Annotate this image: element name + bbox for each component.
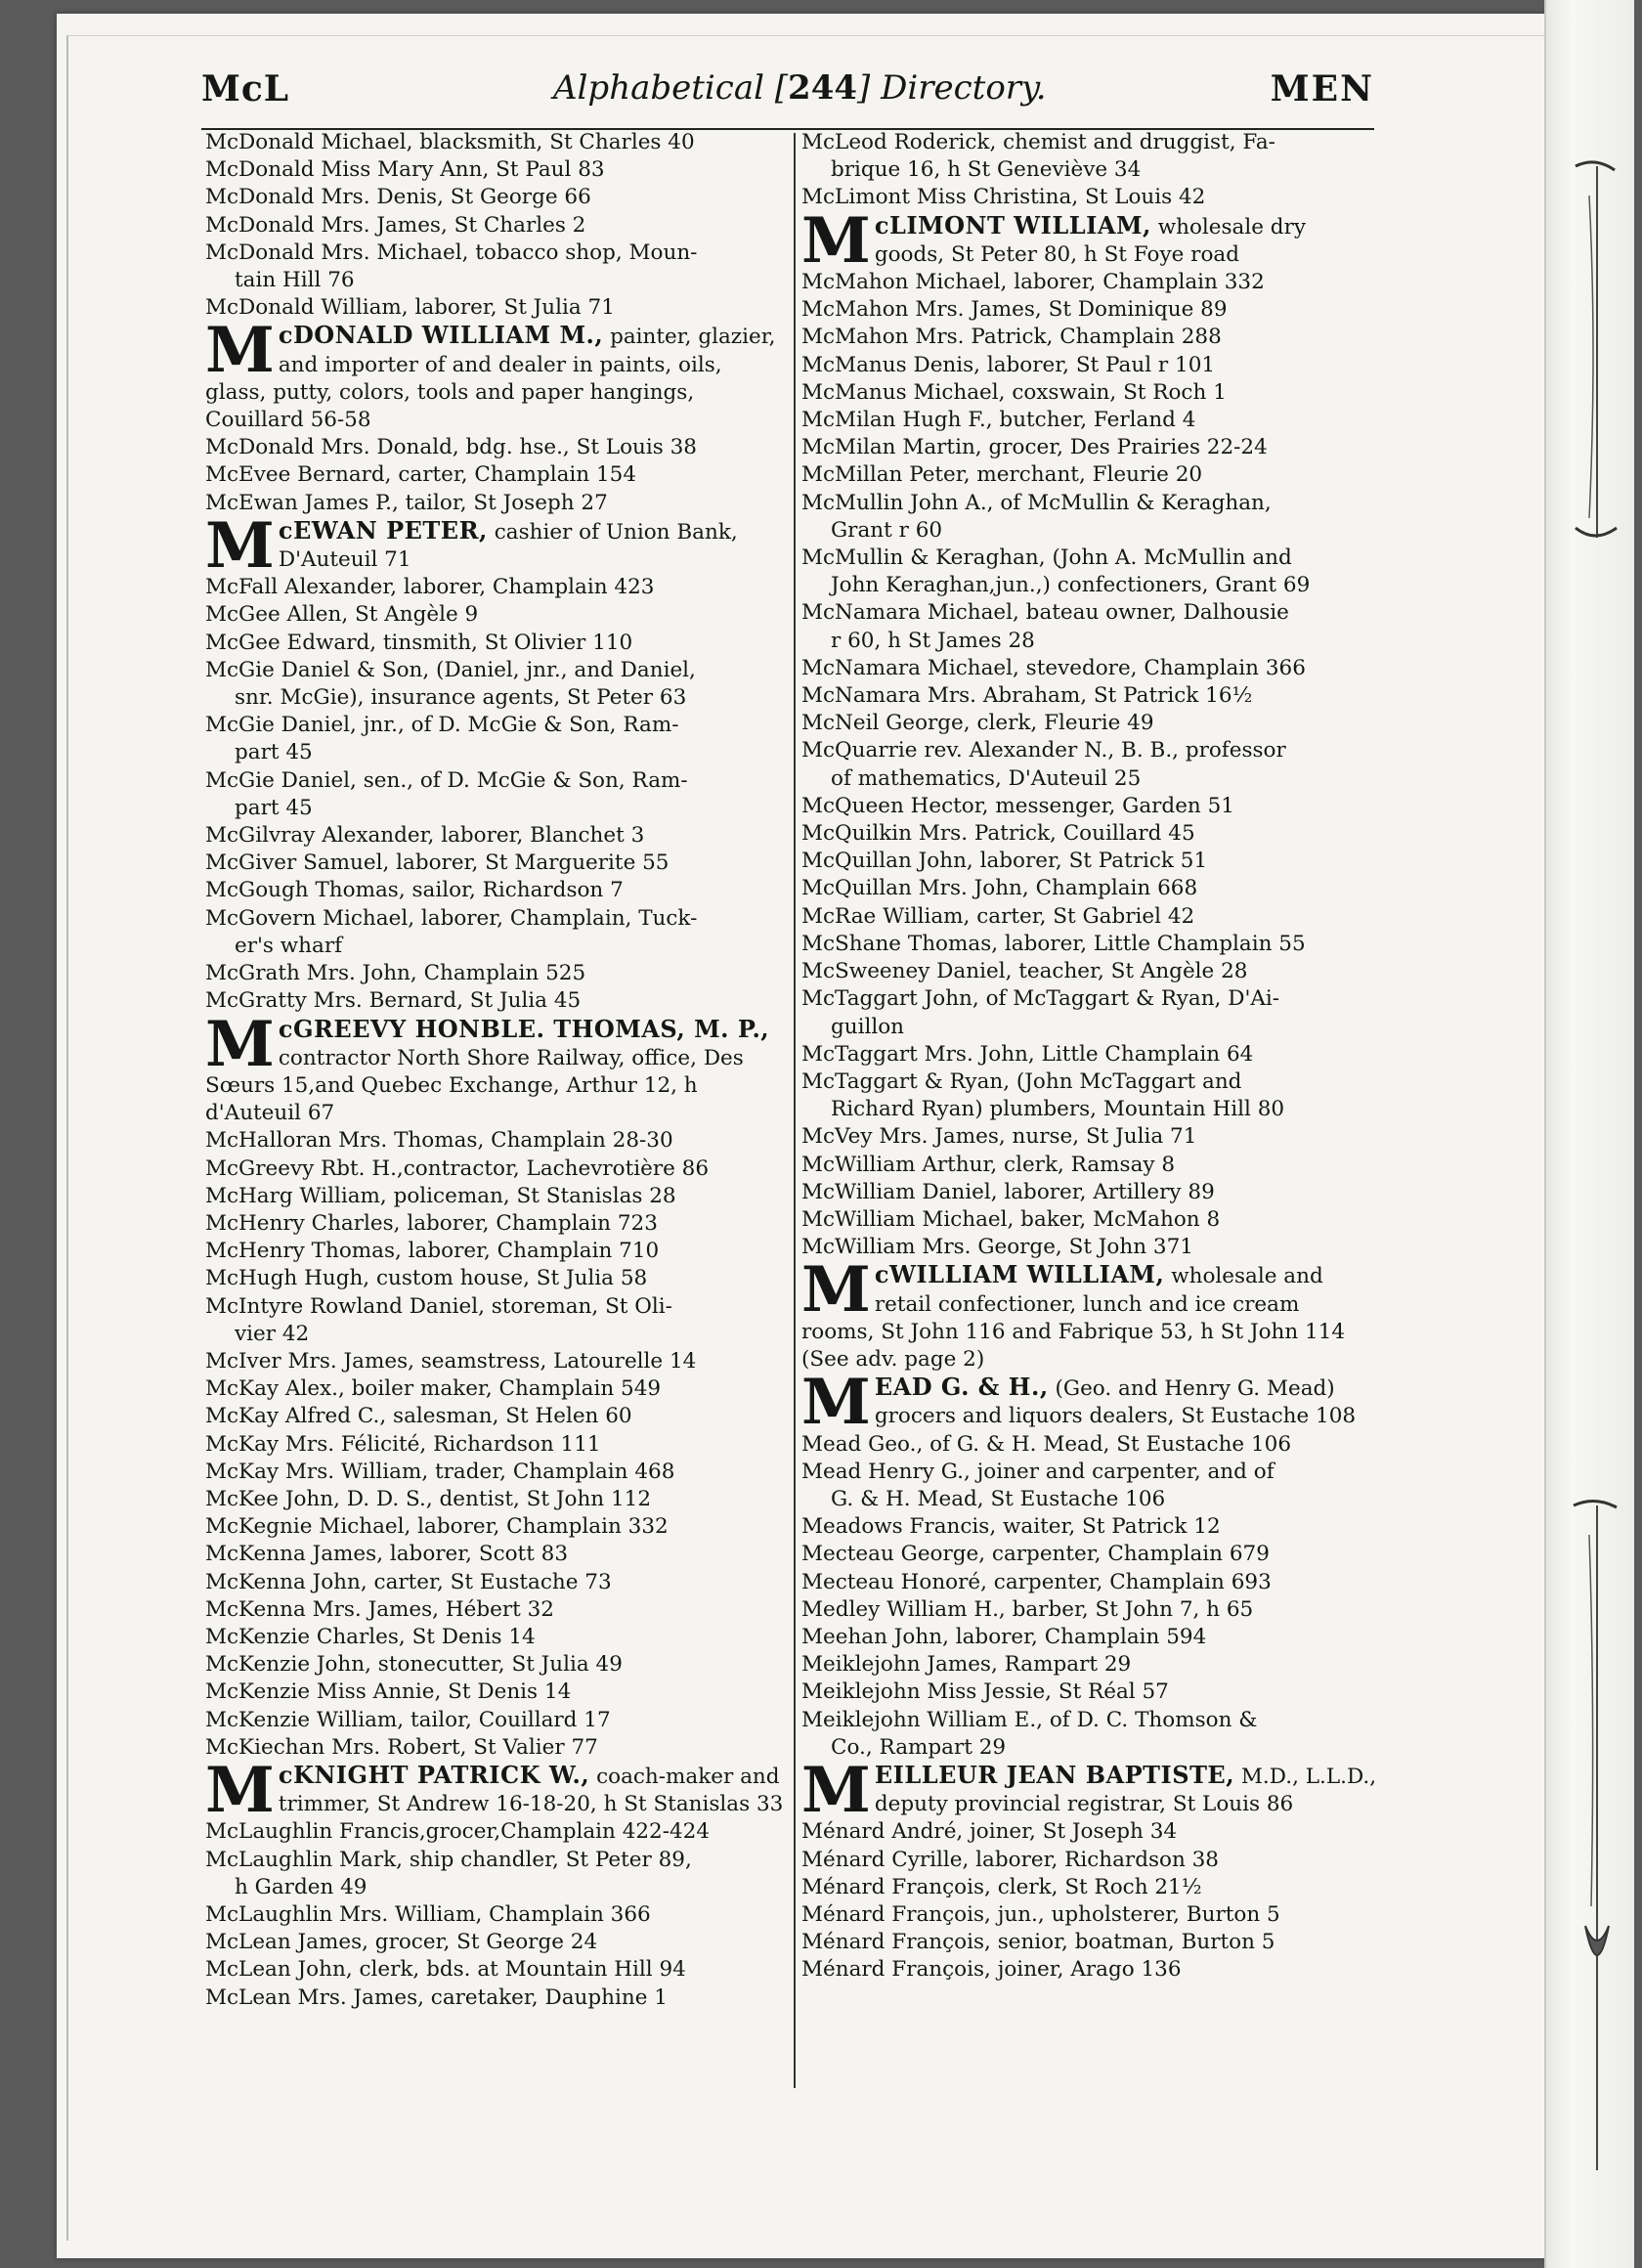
entry-line: McLaughlin Mrs. William, Champlain 366 <box>205 1902 651 1927</box>
entry-line: McMullin & Keraghan, (John A. McMullin and <box>801 545 1292 571</box>
entry-line: McHugh Hugh, custom house, St Julia 58 <box>205 1266 648 1291</box>
entry-continuation: John Keraghan,jun.,) confectioners, Grant 69 <box>831 573 1311 598</box>
entry-line: McWilliam Arthur, clerk, Ramsay 8 <box>801 1152 1176 1177</box>
entry-line: McMullin John A., of McMullin & Keraghan, <box>801 490 1272 515</box>
entry-line: McKay Mrs. William, trader, Champlain 468 <box>205 1459 675 1484</box>
directory-entry <box>801 1179 1378 1206</box>
entry-line: McMahon Michael, laborer, Champlain 332 <box>801 270 1265 295</box>
listing-name: cDONALD WILLIAM M., <box>278 322 604 350</box>
directory-entry <box>205 712 784 766</box>
directory-entry <box>801 1651 1378 1679</box>
directory-entry <box>801 848 1378 875</box>
directory-entry <box>801 1513 1378 1541</box>
directory-entry <box>205 987 784 1015</box>
entry-line: McKee John, D. D. S., dentist, St John 112 <box>205 1486 652 1511</box>
entry-line: Mead Henry G., joiner and carpenter, and of <box>801 1459 1275 1484</box>
entry-line: McDonald William, laborer, St Julia 71 <box>205 295 615 321</box>
display-listing <box>801 1261 1378 1374</box>
entry-continuation: guillon <box>831 1014 905 1039</box>
entry-line: McWilliam Mrs. George, St John 371 <box>801 1235 1193 1260</box>
directory-entry <box>801 1624 1378 1651</box>
drop-cap: M <box>205 1761 275 1819</box>
drop-cap: M <box>801 211 871 270</box>
directory-entry <box>801 903 1378 931</box>
directory-entry <box>205 1459 784 1486</box>
entry-line: McLaughlin Mark, ship chandler, St Peter 89, <box>205 1847 692 1872</box>
directory-entry <box>205 1486 784 1513</box>
entry-line: Meiklejohn William E., of D. C. Thomson & <box>801 1707 1258 1732</box>
display-listing <box>801 1762 1378 1818</box>
directory-entry <box>801 1206 1378 1234</box>
listing-details: M.D., L.L.D., deputy provincial registrar, St Louis 86 <box>874 1764 1377 1817</box>
entry-line: Mecteau Honoré, carpenter, Champlain 693 <box>801 1569 1272 1594</box>
directory-entry <box>205 1156 784 1183</box>
listing-details: painter, glazier, and importer of and dealer in paints, oils, glass, putty, colors, tools and paper hangings, Couillard 56-58 <box>205 325 776 433</box>
entry-continuation: snr. McGie), insurance agents, St Peter 63 <box>235 685 687 711</box>
entry-line: McTaggart John, of McTaggart & Ryan, D'Ai- <box>801 986 1280 1012</box>
directory-entry <box>205 1265 784 1292</box>
directory-entry <box>205 1238 784 1265</box>
directory-entry <box>205 1513 784 1541</box>
entry-line: Ménard Cyrille, laborer, Richardson 38 <box>801 1847 1219 1872</box>
directory-entry <box>801 1234 1378 1261</box>
entry-line: McMahon Mrs. James, St Dominique 89 <box>801 297 1228 323</box>
entry-line: McLimont Miss Christina, St Louis 42 <box>801 185 1206 210</box>
directory-entry <box>205 1183 784 1210</box>
directory-entry <box>801 1431 1378 1459</box>
entry-line: Ménard François, jun., upholsterer, Burton 5 <box>801 1902 1280 1927</box>
entry-continuation: of mathematics, D'Auteuil 25 <box>831 765 1142 791</box>
entry-line: McQuilkin Mrs. Patrick, Couillard 45 <box>801 821 1195 847</box>
entry-line: McLean Mrs. James, caretaker, Dauphine 1 <box>205 1984 668 2010</box>
entry-line: Ménard André, joiner, St Joseph 34 <box>801 1819 1178 1845</box>
entry-line: McGie Daniel, jnr., of D. McGie & Son, Ram- <box>205 713 679 738</box>
drop-cap: M <box>205 516 275 575</box>
directory-entry <box>205 129 784 156</box>
entry-line: McGratty Mrs. Bernard, St Julia 45 <box>205 988 582 1014</box>
directory-entry <box>205 1624 784 1651</box>
directory-entry <box>205 960 784 987</box>
listing-name: EAD G. & H., <box>874 1374 1049 1402</box>
entry-line: McDonald Michael, blacksmith, St Charles 40 <box>205 130 695 154</box>
entry-continuation: part 45 <box>235 795 313 820</box>
binding-ornament-top-icon <box>1566 156 1624 547</box>
directory-entry <box>205 1348 784 1375</box>
entry-line: McDonald Mrs. Michael, tobacco shop, Moun- <box>205 240 698 265</box>
directory-entry <box>801 1818 1378 1846</box>
directory-entry <box>205 1707 784 1734</box>
entry-line: McKay Alex., boiler maker, Champlain 549 <box>205 1376 662 1402</box>
directory-entry <box>801 184 1378 211</box>
entry-line: McQuarrie rev. Alexander N., B. B., professor <box>801 738 1286 763</box>
directory-entry <box>801 490 1378 545</box>
directory-entry <box>205 822 784 850</box>
drop-cap: M <box>801 1374 871 1431</box>
directory-entry <box>205 657 784 712</box>
entry-line: McKay Alfred C., salesman, St Helen 60 <box>205 1404 632 1429</box>
entry-continuation: part 45 <box>235 740 313 765</box>
entry-line: McSweeney Daniel, teacher, St Angèle 28 <box>801 959 1248 984</box>
entry-line: McGee Edward, tinsmith, St Olivier 110 <box>205 630 633 655</box>
directory-entry <box>801 1847 1378 1874</box>
entry-line: McQuillan Mrs. John, Champlain 668 <box>801 876 1198 901</box>
directory-entry <box>801 599 1378 654</box>
directory-entry <box>801 1929 1378 1956</box>
directory-entry <box>801 324 1378 351</box>
display-listing <box>801 1374 1378 1430</box>
directory-entry <box>801 958 1378 985</box>
directory-entry <box>205 905 784 960</box>
directory-entry <box>205 1569 784 1596</box>
header-left-guide: McL <box>201 68 290 109</box>
listing-name: cGREEVY HONBLE. THOMAS, M. P., <box>278 1015 770 1043</box>
directory-entry <box>801 931 1378 958</box>
display-listing <box>205 1762 784 1818</box>
directory-entry <box>801 352 1378 379</box>
directory-entry <box>801 296 1378 324</box>
entry-line: McKenna Mrs. James, Hébert 32 <box>205 1596 554 1622</box>
directory-entry <box>801 875 1378 902</box>
entry-line: Mecteau George, carpenter, Champlain 679 <box>801 1542 1270 1567</box>
page-gutter <box>1544 0 1634 2268</box>
display-listing <box>205 1016 784 1128</box>
listing-name: cKNIGHT PATRICK W., <box>278 1761 590 1789</box>
listing-name: EILLEUR JEAN BAPTISTE, <box>874 1761 1235 1789</box>
entry-line: McLaughlin Francis,grocer,Champlain 422-424 <box>205 1819 711 1845</box>
entry-line: McGiver Samuel, laborer, St Marguerite 55 <box>205 850 670 876</box>
directory-entry <box>801 655 1378 682</box>
directory-entry <box>205 212 784 240</box>
entry-line: McManus Michael, coxswain, St Roch 1 <box>801 379 1227 405</box>
entry-line: McShane Thomas, laborer, Little Champlain 55 <box>801 931 1306 956</box>
directory-entry <box>205 1651 784 1679</box>
directory-entry <box>801 1956 1378 1984</box>
column-divider <box>794 133 796 2088</box>
display-listing <box>205 517 784 574</box>
directory-entry <box>801 407 1378 434</box>
directory-entry <box>205 240 784 294</box>
directory-entry <box>205 1984 784 2012</box>
directory-entry <box>205 1901 784 1929</box>
entry-line: McDonald Mrs. Donald, bdg. hse., St Louis 38 <box>205 435 697 460</box>
listing-details: wholesale dry goods, St Peter 80, h St Foye road <box>874 214 1306 267</box>
directory-entry <box>801 710 1378 737</box>
entry-line: McNamara Michael, bateau owner, Dalhousie <box>801 600 1289 626</box>
entry-continuation: r 60, h St James 28 <box>831 628 1035 653</box>
directory-entry <box>205 1210 784 1238</box>
entry-line: Mead Geo., of G. & H. Mead, St Eustache 106 <box>801 1431 1292 1457</box>
entry-line: McNamara Mrs. Abraham, St Patrick 16½ <box>801 683 1253 709</box>
entry-line: McMilan Hugh F., butcher, Ferland 4 <box>801 408 1196 433</box>
directory-entry <box>801 269 1378 296</box>
directory-entry <box>205 1929 784 1956</box>
entry-line: McEvee Bernard, carter, Champlain 154 <box>205 462 636 488</box>
entry-line: Ménard François, joiner, Arago 136 <box>801 1957 1182 1983</box>
directory-entry <box>801 379 1378 407</box>
entry-line: McKenzie William, tailor, Couillard 17 <box>205 1707 611 1732</box>
entry-line: McGee Allen, St Angèle 9 <box>205 602 479 628</box>
directory-entry <box>801 985 1378 1040</box>
entry-line: McMilan Martin, grocer, Des Prairies 22-24 <box>801 435 1268 460</box>
entry-line: Meadows Francis, waiter, St Patrick 12 <box>801 1514 1221 1540</box>
entry-line: McGough Thomas, sailor, Richardson 7 <box>205 878 624 903</box>
directory-entry <box>801 737 1378 792</box>
entry-line: McDonald Mrs. James, St Charles 2 <box>205 212 586 238</box>
directory-entry <box>205 184 784 211</box>
right-column <box>801 129 1378 1984</box>
directory-entry <box>205 1541 784 1568</box>
entry-line: McGovern Michael, laborer, Champlain, Tuck- <box>205 905 698 931</box>
drop-cap: M <box>801 1761 871 1819</box>
entry-continuation: Grant r 60 <box>831 517 943 543</box>
directory-entry <box>205 850 784 877</box>
header-title-pre: Alphabetical [ <box>553 68 789 108</box>
listing-details: cashier of Union Bank, D'Auteuil 71 <box>278 519 738 573</box>
directory-entry <box>205 574 784 601</box>
directory-entry <box>205 1403 784 1430</box>
display-listing <box>801 212 1378 269</box>
directory-entry <box>205 877 784 904</box>
header-title <box>553 68 1047 108</box>
entry-line: McNeil George, clerk, Fleurie 49 <box>801 711 1154 736</box>
entry-line: McLean James, grocer, St George 24 <box>205 1930 598 1955</box>
directory-entry <box>801 1069 1378 1123</box>
entry-line: McGrath Mrs. John, Champlain 525 <box>205 961 586 986</box>
directory-entry <box>205 767 784 822</box>
entry-continuation: er's wharf <box>235 933 343 958</box>
entry-line: McLean John, clerk, bds. at Mountain Hill 94 <box>205 1957 686 1983</box>
entry-line: McHenry Thomas, laborer, Champlain 710 <box>205 1239 660 1264</box>
listing-name: cWILLIAM WILLIAM, <box>874 1261 1165 1289</box>
directory-entry <box>801 1679 1378 1706</box>
directory-entry <box>801 461 1378 489</box>
entry-continuation: G. & H. Mead, St Eustache 106 <box>831 1486 1166 1511</box>
entry-line: Meiklejohn Miss Jessie, St Réal 57 <box>801 1679 1169 1705</box>
entry-line: McKenna James, laborer, Scott 83 <box>205 1542 569 1567</box>
directory-entry <box>801 1596 1378 1624</box>
directory-entry <box>801 820 1378 848</box>
directory-entry <box>801 1901 1378 1929</box>
directory-entry <box>801 1874 1378 1901</box>
entry-line: McKay Mrs. Félicité, Richardson 111 <box>205 1431 601 1457</box>
entry-line: McRae William, carter, St Gabriel 42 <box>801 903 1195 929</box>
entry-line: McWilliam Daniel, laborer, Artillery 89 <box>801 1179 1215 1204</box>
entry-line: Medley William H., barber, St John 7, h 65 <box>801 1596 1254 1622</box>
entry-line: McGie Daniel, sen., of D. McGie & Son, Ram- <box>205 767 688 793</box>
directory-entry <box>205 1679 784 1706</box>
directory-entry <box>205 601 784 629</box>
entry-line: Meiklejohn James, Rampart 29 <box>801 1652 1132 1678</box>
directory-entry <box>205 1596 784 1624</box>
directory-entry <box>205 1431 784 1459</box>
display-listing <box>205 322 784 434</box>
directory-entry <box>205 1956 784 1984</box>
directory-entry <box>205 1375 784 1403</box>
left-column <box>205 129 784 2012</box>
directory-entry <box>801 1123 1378 1151</box>
entry-continuation: tain Hill 76 <box>235 268 355 293</box>
entry-line: McTaggart Mrs. John, Little Champlain 64 <box>801 1041 1254 1067</box>
directory-entry <box>801 1569 1378 1596</box>
entry-line: McHarg William, policeman, St Stanislas 28 <box>205 1183 676 1208</box>
header-title-post: ] Directory. <box>857 68 1047 108</box>
listing-name: cLIMONT WILLIAM, <box>874 211 1151 240</box>
directory-entry <box>205 490 784 517</box>
entry-line: McQueen Hector, messenger, Garden 51 <box>801 793 1234 818</box>
directory-entry <box>205 434 784 461</box>
entry-line: McWilliam Michael, baker, McMahon 8 <box>801 1206 1221 1232</box>
entry-line: McTaggart & Ryan, (John McTaggart and <box>801 1069 1242 1094</box>
directory-entry <box>205 1293 784 1348</box>
listing-details: wholesale and retail confectioner, lunch and ice cream rooms, St John 116 and Fabrique 53, h St John 114 (See adv. page 2) <box>801 1264 1346 1372</box>
directory-entry <box>205 1847 784 1901</box>
binding-ornament-bottom-icon <box>1566 1496 1624 2180</box>
directory-entry <box>205 156 784 184</box>
entry-line: McKegnie Michael, laborer, Champlain 332 <box>205 1514 669 1540</box>
entry-line: Ménard François, clerk, St Roch 21½ <box>801 1874 1202 1899</box>
listing-name: cEWAN PETER, <box>278 516 488 545</box>
entry-continuation: Richard Ryan) plumbers, Mountain Hill 80 <box>831 1097 1285 1122</box>
page-number: 244 <box>788 68 858 108</box>
entry-continuation: vier 42 <box>235 1321 310 1346</box>
directory-entry <box>205 461 784 489</box>
directory-entry <box>205 294 784 322</box>
entry-line: McVey Mrs. James, nurse, St Julia 71 <box>801 1124 1197 1150</box>
directory-entry <box>801 545 1378 599</box>
entry-line: McEwan James P., tailor, St Joseph 27 <box>205 490 608 515</box>
entry-line: McIntyre Rowland Daniel, storeman, St Oli- <box>205 1293 672 1319</box>
header-right-guide: MEN <box>1270 68 1374 109</box>
entry-line: Meehan John, laborer, Champlain 594 <box>801 1624 1207 1649</box>
entry-line: McHenry Charles, laborer, Champlain 723 <box>205 1210 658 1236</box>
drop-cap: M <box>801 1261 871 1328</box>
listing-details: contractor North Shore Railway, office, Des Sœurs 15,and Quebec Exchange, Arthur 12, h d'Auteuil 67 <box>205 1045 744 1126</box>
entry-line: McGie Daniel & Son, (Daniel, jnr., and Daniel, <box>205 657 696 682</box>
entry-line: McKenzie Charles, St Denis 14 <box>205 1624 536 1649</box>
directory-entry <box>801 129 1378 184</box>
entry-line: McLeod Roderick, chemist and druggist, Fa- <box>801 130 1275 154</box>
directory-entry <box>801 682 1378 710</box>
entry-line: McDonald Miss Mary Ann, St Paul 83 <box>205 157 605 183</box>
directory-entry <box>801 1541 1378 1568</box>
entry-line: McKenna John, carter, St Eustache 73 <box>205 1569 612 1594</box>
entry-line: McKenzie John, stonecutter, St Julia 49 <box>205 1652 623 1678</box>
drop-cap: M <box>205 1015 275 1081</box>
entry-continuation: h Garden 49 <box>235 1874 367 1899</box>
directory-entry <box>801 793 1378 820</box>
listing-details: coach-maker and trimmer, St Andrew 16-18-20, h St Stanislas 33 <box>278 1764 784 1817</box>
directory-entry <box>801 1041 1378 1069</box>
entry-line: McKiechan Mrs. Robert, St Valier 77 <box>205 1734 598 1760</box>
directory-entry <box>205 1818 784 1846</box>
directory-entry <box>205 630 784 657</box>
entry-line: McHalloran Mrs. Thomas, Champlain 28-30 <box>205 1128 673 1154</box>
directory-entry <box>801 1152 1378 1179</box>
entry-line: McGreevy Rbt. H.,contractor, Lachevrotière 86 <box>205 1156 710 1181</box>
listing-details: (Geo. and Henry G. Mead) grocers and liquors dealers, St Eustache 108 <box>874 1376 1357 1429</box>
directory-entry <box>801 1707 1378 1762</box>
entry-line: McGilvray Alexander, laborer, Blanchet 3 <box>205 823 645 849</box>
entry-continuation: Co., Rampart 29 <box>831 1734 1007 1760</box>
directory-entry <box>205 1734 784 1762</box>
directory-entry <box>801 1459 1378 1513</box>
directory-entry <box>801 434 1378 461</box>
entry-line: McIver Mrs. James, seamstress, Latourelle 14 <box>205 1348 697 1374</box>
entry-line: McMillan Peter, merchant, Fleurie 20 <box>801 462 1203 488</box>
drop-cap: M <box>205 322 275 388</box>
entry-line: McKenzie Miss Annie, St Denis 14 <box>205 1679 572 1705</box>
page-header <box>201 65 1374 123</box>
entry-line: McFall Alexander, laborer, Champlain 423 <box>205 575 655 600</box>
entry-line: McQuillan John, laborer, St Patrick 51 <box>801 849 1208 874</box>
entry-line: McNamara Michael, stevedore, Champlain 366 <box>801 655 1306 680</box>
entry-line: Ménard François, senior, boatman, Burton 5 <box>801 1930 1275 1955</box>
entry-continuation: brique 16, h St Geneviève 34 <box>831 157 1142 183</box>
entry-line: McMahon Mrs. Patrick, Champlain 288 <box>801 325 1222 350</box>
entry-line: McManus Denis, laborer, St Paul r 101 <box>801 352 1216 377</box>
entry-line: McDonald Mrs. Denis, St George 66 <box>205 185 591 210</box>
directory-entry <box>205 1127 784 1155</box>
